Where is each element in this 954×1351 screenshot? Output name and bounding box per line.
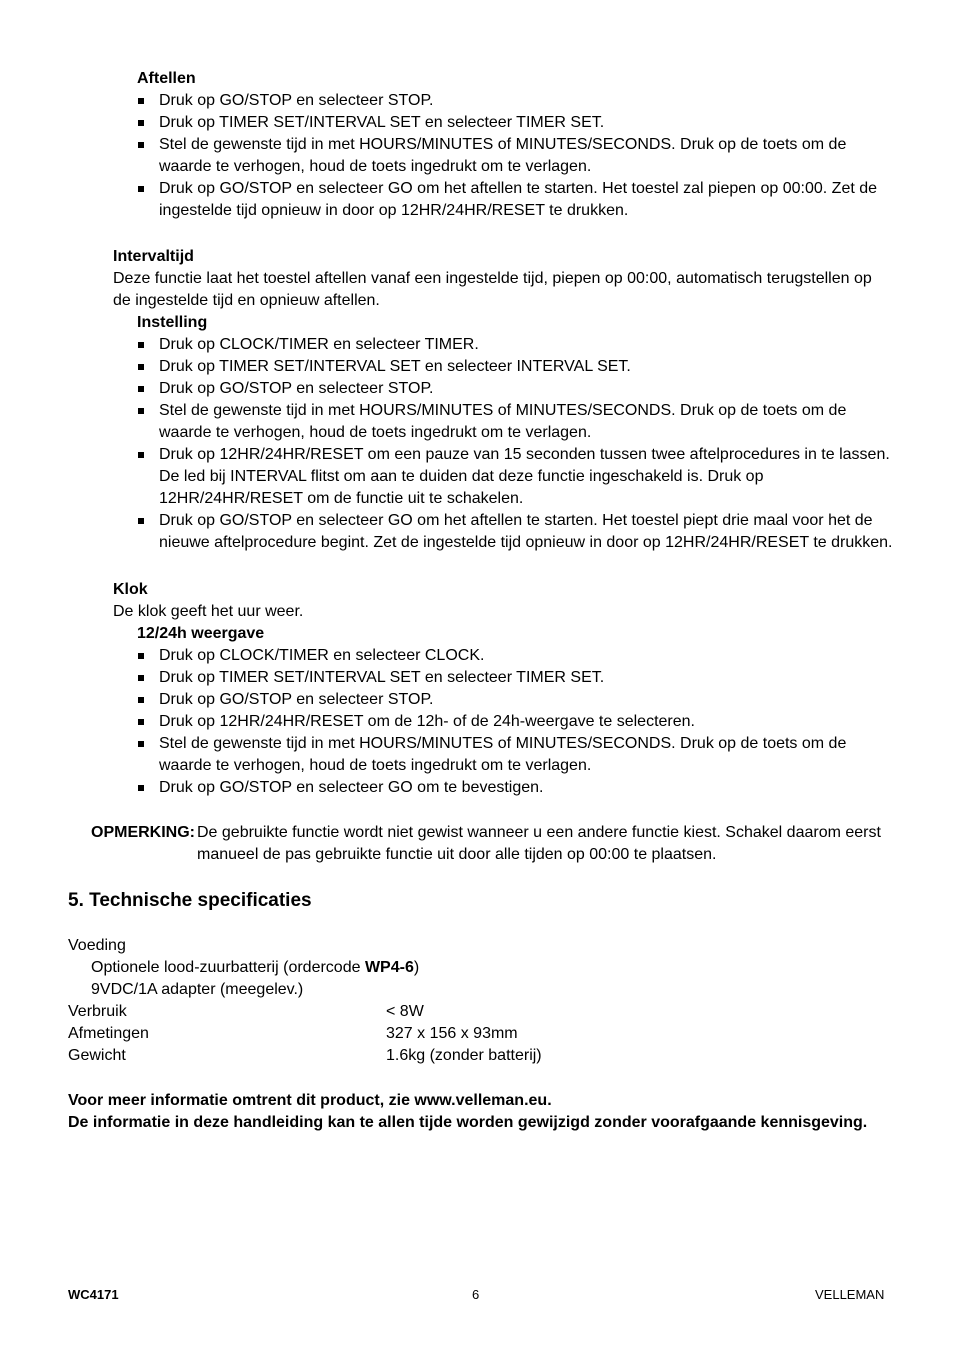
bullet-icon — [138, 697, 144, 703]
bullet-icon — [138, 120, 144, 126]
list-item: Druk op CLOCK/TIMER en selecteer TIMER. — [137, 334, 897, 356]
spec-value: < 8W — [386, 1003, 424, 1020]
weergave-heading: 12/24h weergave — [137, 625, 265, 642]
list-item: Druk op GO/STOP en selecteer STOP. — [137, 378, 897, 400]
spec-label: Afmetingen — [68, 1025, 149, 1042]
bullet-icon — [138, 741, 144, 747]
klok-intro: De klok geeft het uur weer. — [113, 603, 304, 620]
bullet-icon — [138, 653, 144, 659]
list-item: Stel de gewenste tijd in met HOURS/MINUTES of MINUTES/SECONDS. Druk op de toets om de waarde te verhogen, houd de toets ingedrukt om te verlagen. — [137, 134, 897, 178]
bullet-icon — [138, 719, 144, 725]
bullet-icon — [138, 98, 144, 104]
bullet-icon — [138, 186, 144, 192]
bullet-icon — [138, 386, 144, 392]
bullet-icon — [138, 452, 144, 458]
intervaltijd-list — [137, 334, 897, 554]
list-item: Druk op GO/STOP en selecteer STOP. — [137, 90, 897, 112]
list-item: Druk op 12HR/24HR/RESET om de 12h- of de 24h-weergave te selecteren. — [137, 711, 897, 733]
intervaltijd-intro: Deze functie laat het toestel aftellen vanaf een ingestelde tijd, piepen op 00:00, automatisch terugstellen op de ingestelde tijd en opnieuw aftellen. — [113, 270, 872, 309]
ordercode: WP4-6 — [364, 959, 414, 976]
spec-value: 327 x 156 x 93mm — [386, 1025, 518, 1042]
note-label: OPMERKING: — [91, 824, 195, 841]
footer-page-number: 6 — [472, 1287, 480, 1302]
info-line-1: Voor meer informatie omtrent dit product, zie www.velleman.eu. — [68, 1092, 552, 1109]
bullet-icon — [138, 342, 144, 348]
voeding-label: Voeding — [68, 937, 126, 954]
bullet-icon — [138, 785, 144, 791]
bullet-icon — [138, 142, 144, 148]
list-item: Druk op GO/STOP en selecteer GO om te bevestigen. — [137, 777, 897, 799]
list-item: Druk op TIMER SET/INTERVAL SET en selecteer TIMER SET. — [137, 667, 897, 689]
aftellen-list — [137, 90, 897, 222]
footer-brand: VELLEMAN — [815, 1287, 885, 1302]
voeding-option-2: 9VDC/1A adapter (meegelev.) — [91, 981, 304, 998]
list-item: Druk op CLOCK/TIMER en selecteer CLOCK. — [137, 645, 897, 667]
footer-model: WC4171 — [68, 1287, 119, 1302]
bullet-icon — [138, 518, 144, 524]
note-line-1: De gebruikte functie wordt niet gewist wanneer u een andere functie kiest. Schakel daarom eerst — [197, 824, 881, 841]
spec-label: Gewicht — [68, 1047, 126, 1064]
info-line-2: De informatie in deze handleiding kan te allen tijde worden gewijzigd zonder voorafgaande kennisgeving. — [68, 1114, 868, 1131]
klok-list — [137, 645, 897, 799]
list-item: Druk op GO/STOP en selecteer GO om het aftellen te starten. Het toestel zal piepen op 00:00. Zet de ingestelde tijd opnieuw in door op 12HR/24HR/RESET te drukken. — [137, 178, 897, 222]
klok-heading: Klok — [113, 581, 148, 598]
list-item: Druk op GO/STOP en selecteer STOP. — [137, 689, 897, 711]
list-item: Druk op 12HR/24HR/RESET om een pauze van 15 seconden tussen twee aftelprocedures in te lassen. De led bij INTERVAL flitst om aan te duiden dat deze functie ingeschakeld is. Druk op 12HR/24HR/RESET om de functie uit te schakelen. — [137, 444, 897, 510]
intervaltijd-heading: Intervaltijd — [113, 248, 194, 265]
voeding-option-1: Optionele lood-zuurbatterij (ordercode WP4-6) — [91, 959, 420, 976]
list-item: Stel de gewenste tijd in met HOURS/MINUTES of MINUTES/SECONDS. Druk op de toets om de waarde te verhogen, houd de toets ingedrukt om te verlagen. — [137, 733, 897, 777]
specs-heading: 5. Technische specificaties — [68, 890, 312, 911]
note-line-2: manueel de pas gebruikte functie uit door alle tijden op 00:00 te plaatsen. — [197, 846, 717, 863]
bullet-icon — [138, 675, 144, 681]
spec-label: Verbruik — [68, 1003, 127, 1020]
bullet-icon — [138, 408, 144, 414]
spec-value: 1.6kg (zonder batterij) — [386, 1047, 542, 1064]
instelling-heading: Instelling — [137, 314, 208, 331]
list-item: Druk op TIMER SET/INTERVAL SET en selecteer TIMER SET. — [137, 112, 897, 134]
list-item: Druk op GO/STOP en selecteer GO om het aftellen te starten. Het toestel piept drie maal voor het de nieuwe aftelprocedure begint. Zet de ingestelde tijd opnieuw in door op 12HR/24HR/RESET te drukken. — [137, 510, 897, 554]
list-item: Druk op TIMER SET/INTERVAL SET en selecteer INTERVAL SET. — [137, 356, 897, 378]
aftellen-heading: Aftellen — [137, 70, 196, 87]
bullet-icon — [138, 364, 144, 370]
list-item: Stel de gewenste tijd in met HOURS/MINUTES of MINUTES/SECONDS. Druk op de toets om de waarde te verhogen, houd de toets ingedrukt om te verlagen. — [137, 400, 897, 444]
